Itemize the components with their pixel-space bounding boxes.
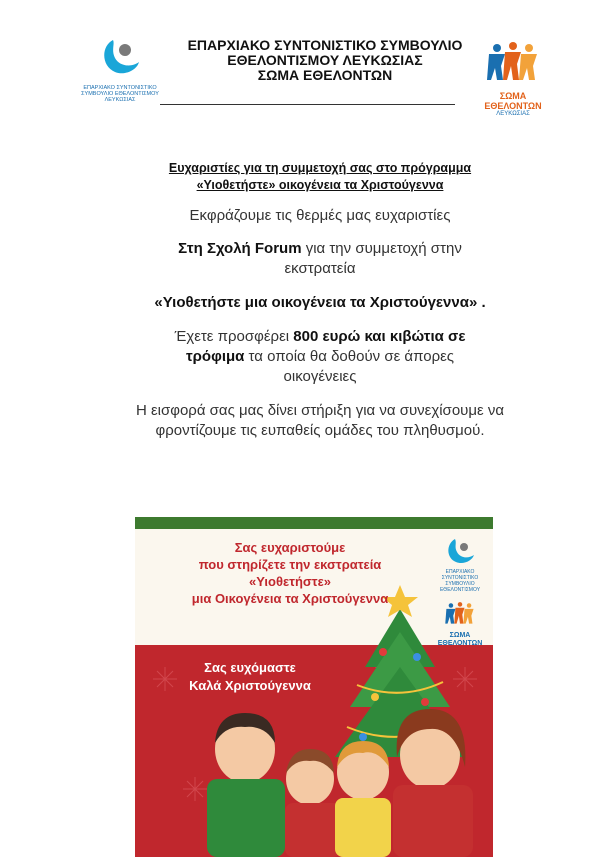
campaign-name: «Υιοθετήστε μια οικογένεια τα Χριστούγεννα» . xyxy=(154,294,486,311)
poster-title-line-4: μια Οικογένεια τα Χριστούγεννα xyxy=(191,591,389,606)
letter-paragraph-donation xyxy=(110,327,530,387)
volunteers-logo-line-1: ΣΩΜΑ xyxy=(499,91,527,101)
poster-wish-line-2: Καλά Χριστούγεννα xyxy=(189,678,311,693)
donation-amount: 800 ευρώ και κιβώτια σε τρόφιμα xyxy=(185,328,466,365)
poster-volunteers-logo-text xyxy=(435,632,485,648)
letterhead-title-line-1: ΕΠΑΡΧΙΑΚΟ ΣΥΝΤΟΝΙΣΤΙΚΟ ΣΥΜΒΟΥΛΙΟ xyxy=(187,37,463,53)
volunteers-logo xyxy=(478,40,548,118)
letterhead xyxy=(0,0,611,120)
letterhead-divider xyxy=(160,104,455,105)
poster-title xyxy=(155,539,425,607)
council-logo-icon xyxy=(95,36,145,80)
letterhead-title xyxy=(160,38,490,83)
poster-council-logo-text xyxy=(430,569,490,593)
council-logo-line-2: ΣΥΜΒΟΥΛΙΟ ΕΘΕΛΟΝΤΙΣΜΟΥ xyxy=(81,91,159,97)
poster-title-line-3: «Υιοθετήστε» xyxy=(248,574,331,589)
poster-title-line-2: που στηρίζετε την εκστρατεία xyxy=(198,557,382,572)
poster-volunteers-logo-line-1: ΣΩΜΑ xyxy=(449,632,471,639)
christmas-poster xyxy=(135,517,493,857)
poster-council-logo-line-1: ΕΠΑΡΧΙΑΚΟ ΣΥΝΤΟΝΙΣΤΙΚΟ xyxy=(441,569,479,581)
council-logo-line-3: ΛΕΥΚΩΣΙΑΣ xyxy=(104,97,136,103)
poster-council-logo-icon xyxy=(443,537,477,567)
volunteers-people-icon xyxy=(483,40,543,86)
donation-text-c: τα οποία θα δοθούν σε άπορες οικογένειες xyxy=(244,348,455,385)
letter-title-line-2: «Υιοθετήστε» οικογένεια τα Χριστούγεννα xyxy=(196,178,444,192)
letter-paragraph-school-rest: για την συμμετοχή στην εκστρατεία xyxy=(284,240,462,277)
letter-title-line-1: Ευχαριστίες για τη συμμετοχή σας στο πρόγραμμα xyxy=(168,161,472,175)
letter-body xyxy=(110,160,530,441)
poster-wish-line-1: Σας ευχόμαστε xyxy=(204,660,296,675)
donation-text-a: Έχετε προσφέρει xyxy=(174,328,294,345)
letter-paragraph-school xyxy=(110,239,530,279)
school-name: Στη Σχολή Forum xyxy=(178,240,302,257)
volunteers-logo-line-3: ΛΕΥΚΩΣΙΑΣ xyxy=(496,111,530,117)
letter-paragraph-thanks: Εκφράζουμε τις θερμές μας ευχαριστίες xyxy=(189,207,451,224)
poster-christmas-wish xyxy=(155,659,345,695)
letterhead-title-line-2: ΕΘΕΛΟΝΤΙΣΜΟΥ ΛΕΥΚΩΣΙΑΣ xyxy=(227,52,423,68)
family-illustration xyxy=(207,709,473,857)
letter-paragraph-support: Η εισφορά σας μας δίνει στήριξη για να συνεχίσουμε να φροντίζουμε τις ευπαθείς ομάδες του πληθυσμού. xyxy=(135,402,505,439)
poster-council-logo-line-2: ΣΥΜΒΟΥΛΙΟ ΕΘΕΛΟΝΤΙΣΜΟΥ xyxy=(439,581,481,593)
council-logo xyxy=(80,36,160,103)
letterhead-title-line-3: ΣΩΜΑ ΕΘΕΛΟΝΤΩΝ xyxy=(257,67,393,83)
council-logo-line-1: ΕΠΑΡΧΙΑΚΟ ΣΥΝΤΟΝΙΣΤΙΚΟ xyxy=(83,85,157,91)
volunteers-logo-line-2: ΕΘΕΛΟΝΤΩΝ xyxy=(484,101,542,111)
poster-volunteers-logo-line-2: ΕΘΕΛΟΝΤΩΝ xyxy=(437,640,483,647)
poster-title-line-1: Σας ευχαριστούμε xyxy=(234,540,346,555)
poster-volunteers-people-icon xyxy=(443,599,477,629)
